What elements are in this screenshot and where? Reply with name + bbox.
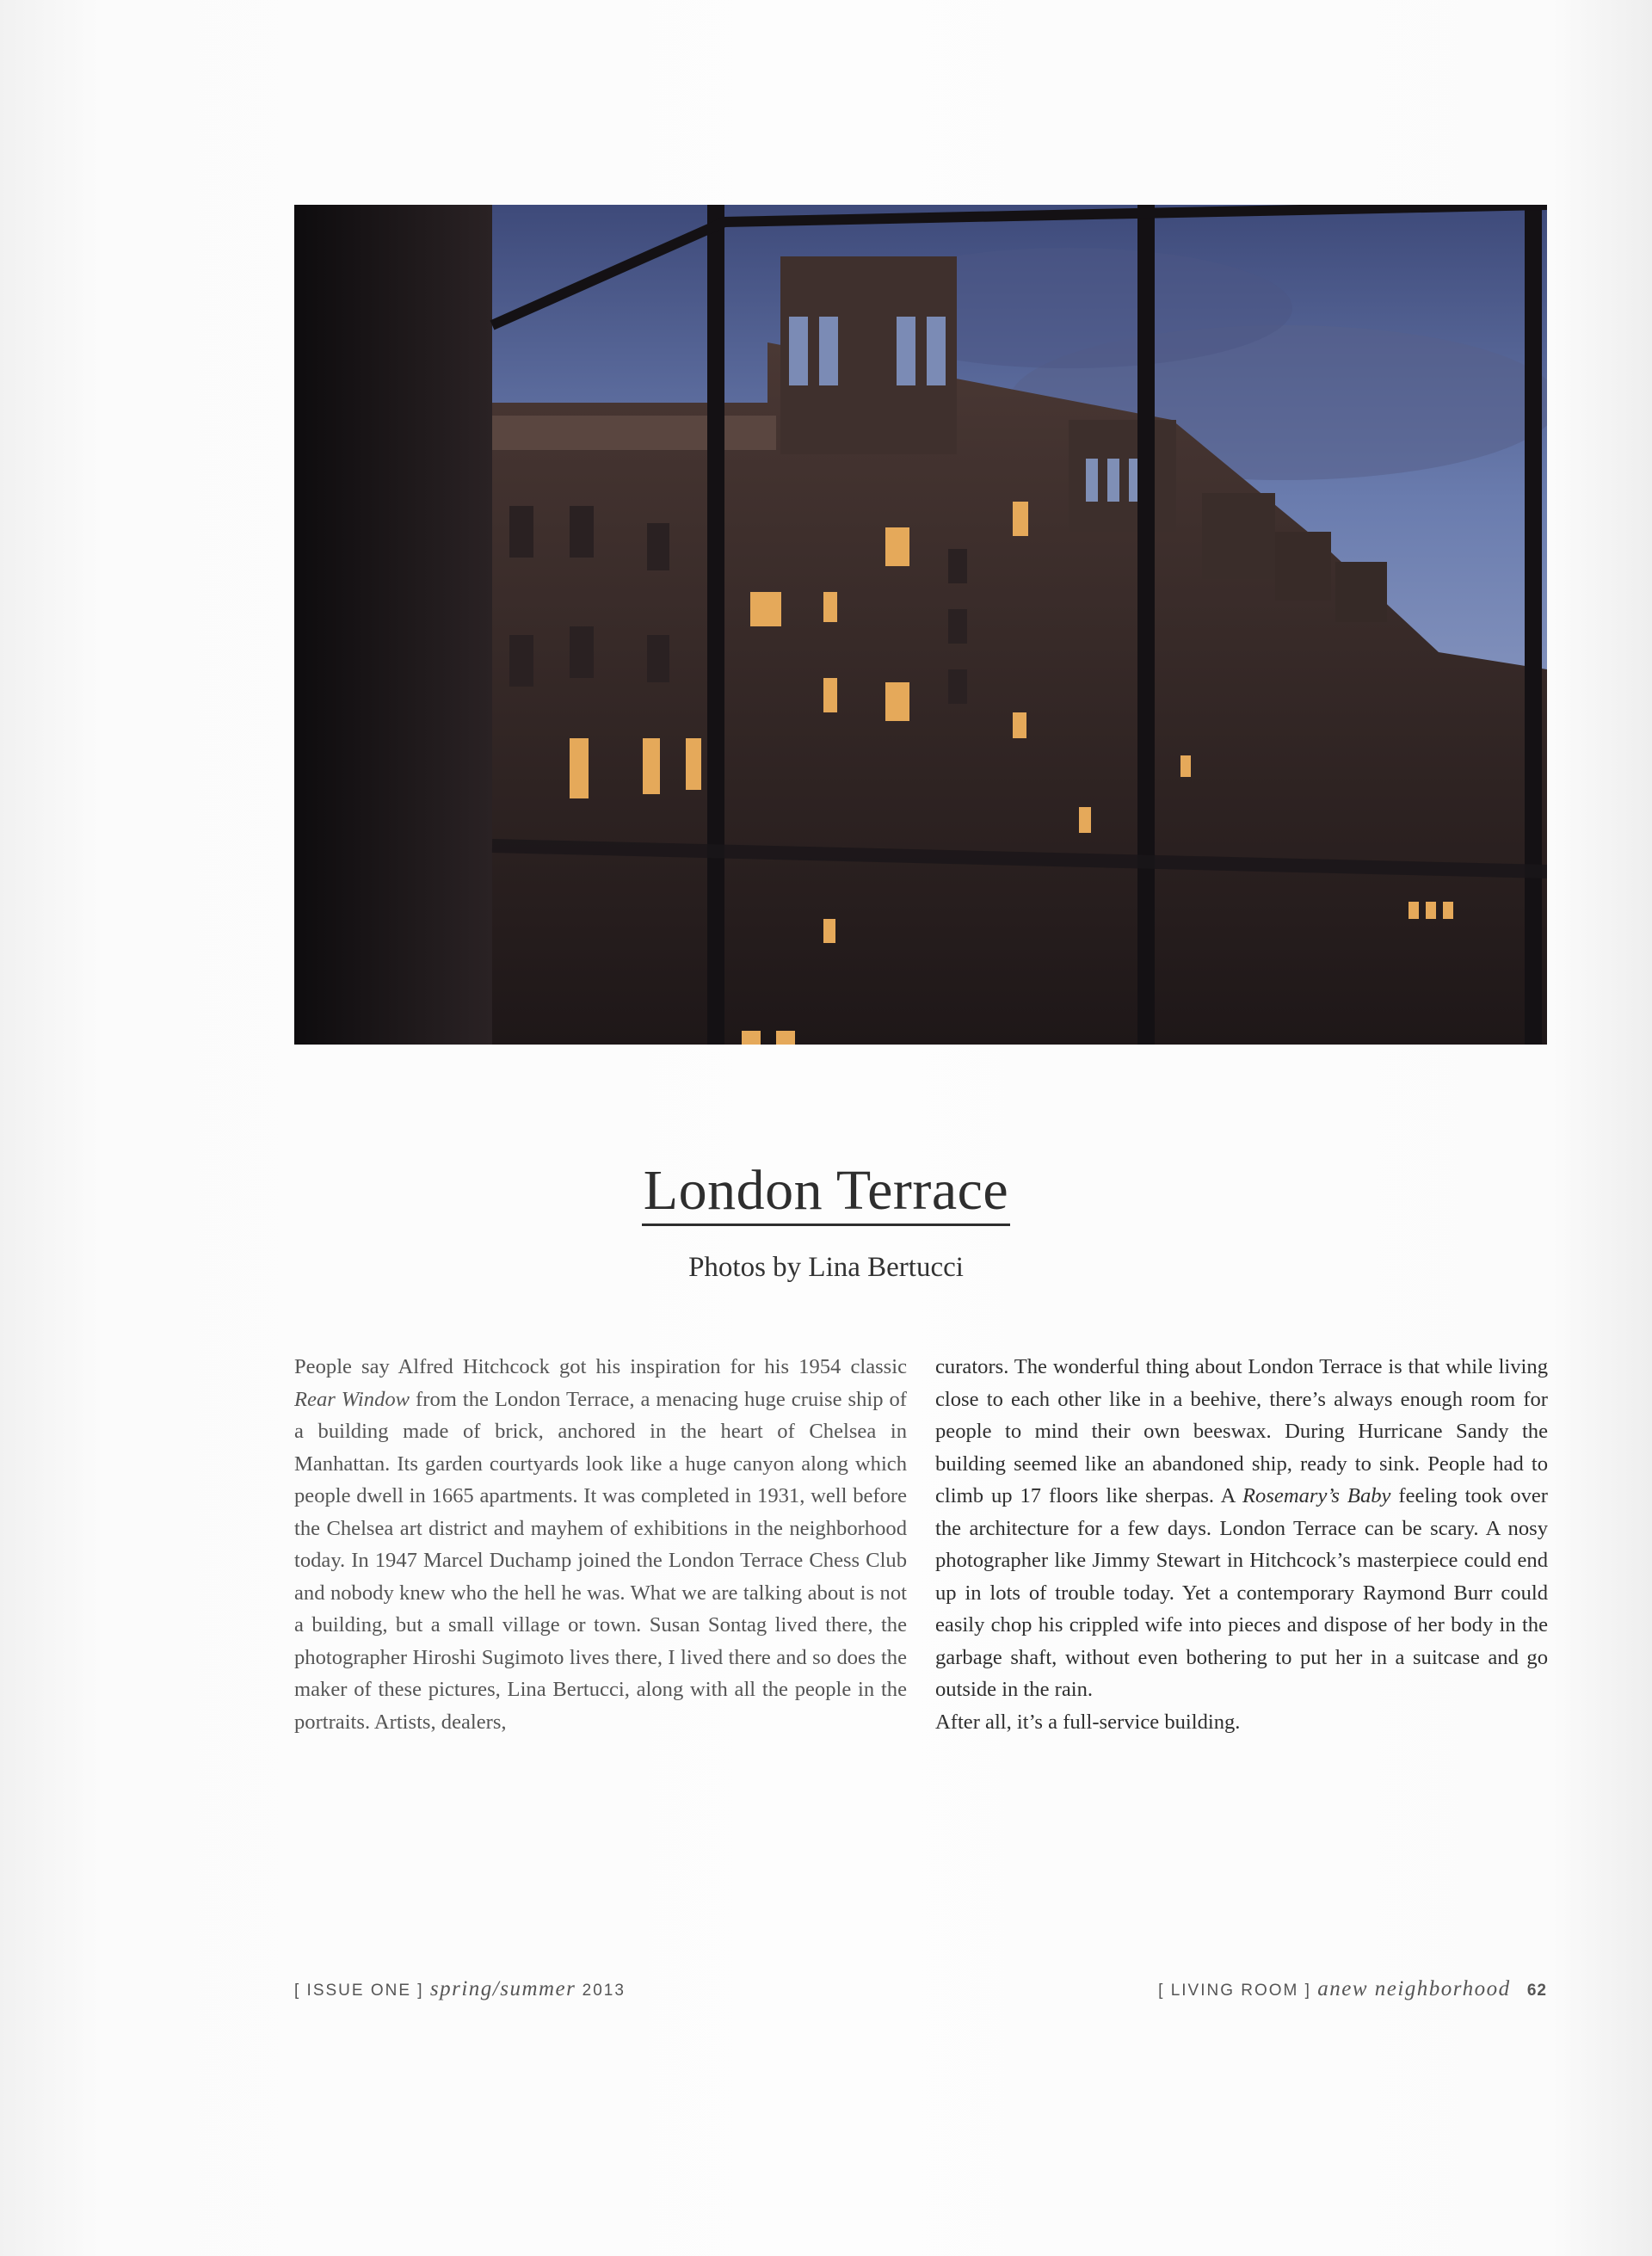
page-number: 62	[1526, 1982, 1547, 2000]
body-paragraph-2	[935, 1351, 1548, 1706]
body-column-left	[294, 1351, 907, 1738]
body-text: curators. The wonderful thing about London Terrace is that while living close to each other like in a beehive, there’s always enough room for people to mind their own beeswax. During Hurricane Sandy the building seemed like an abandoned ship, ready to sink. People had to climb up 17 floors like sherpas. A	[935, 1355, 1548, 1507]
article-byline: Photos by Lina Bertucci	[688, 1252, 964, 1283]
film-title-rosemarys-baby: Rosemary’s Baby	[1242, 1484, 1391, 1507]
footer-right	[1158, 1977, 1547, 2001]
body-text: feeling took over the architecture for a few days. London Terrace can be scary. A nosy photographer like Jimmy Stewart in Hitchcock’s masterpiece could end up in lots of trouble today. Yet a contemporary Raymond Burr could easily chop his crippled wife into pieces and dispose of her body in the garbage shaft, without even bothering to put her in a suitcase and go outside in the rain.	[935, 1484, 1548, 1701]
footer-issue-label: [ ISSUE ONE ]	[294, 1982, 424, 2000]
film-title-rear-window: Rear Window	[294, 1387, 410, 1411]
footer-year: 2013	[582, 1982, 626, 2000]
article-title-text: London Terrace	[642, 1159, 1010, 1226]
footer-season: spring/summer	[429, 1977, 576, 2000]
footer-section-label: [ LIVING ROOM ]	[1158, 1982, 1311, 2000]
footer-magazine-name: anew neighborhood	[1317, 1977, 1511, 2000]
london-terrace-photo-illustration	[294, 205, 1547, 1045]
closing-line: After all, it’s a full-service building.	[935, 1710, 1241, 1734]
body-text: People say Alfred Hitchcock got his inspiration for his 1954 classic	[294, 1355, 907, 1378]
body-column-right	[935, 1351, 1548, 1738]
body-text: from the London Terrace, a menacing huge cruise ship of a building made of brick, anchored in the heart of Chelsea in Manhattan. Its garden courtyards look like a huge canyon along which people dwell in 1665 apartments. It was completed in 1931, well before the Chelsea art district and mayhem of exhibitions in the neighborhood today. In 1947 Marcel Duchamp joined the London Terrace Chess Club and nobody knew who the hell he was. What we are talking about is not a building, but a small village or town. Susan Sontag lived there, the photographer Hiroshi Sugimoto lives there, I lived there and so does the maker of these pictures, Lina Bertucci, along with all the people in the portraits. Artists, dealers,	[294, 1387, 907, 1734]
footer-left	[294, 1977, 626, 2001]
hero-photo	[294, 205, 1547, 1045]
article-title	[0, 1158, 1652, 1224]
body-paragraph-1	[294, 1351, 907, 1738]
